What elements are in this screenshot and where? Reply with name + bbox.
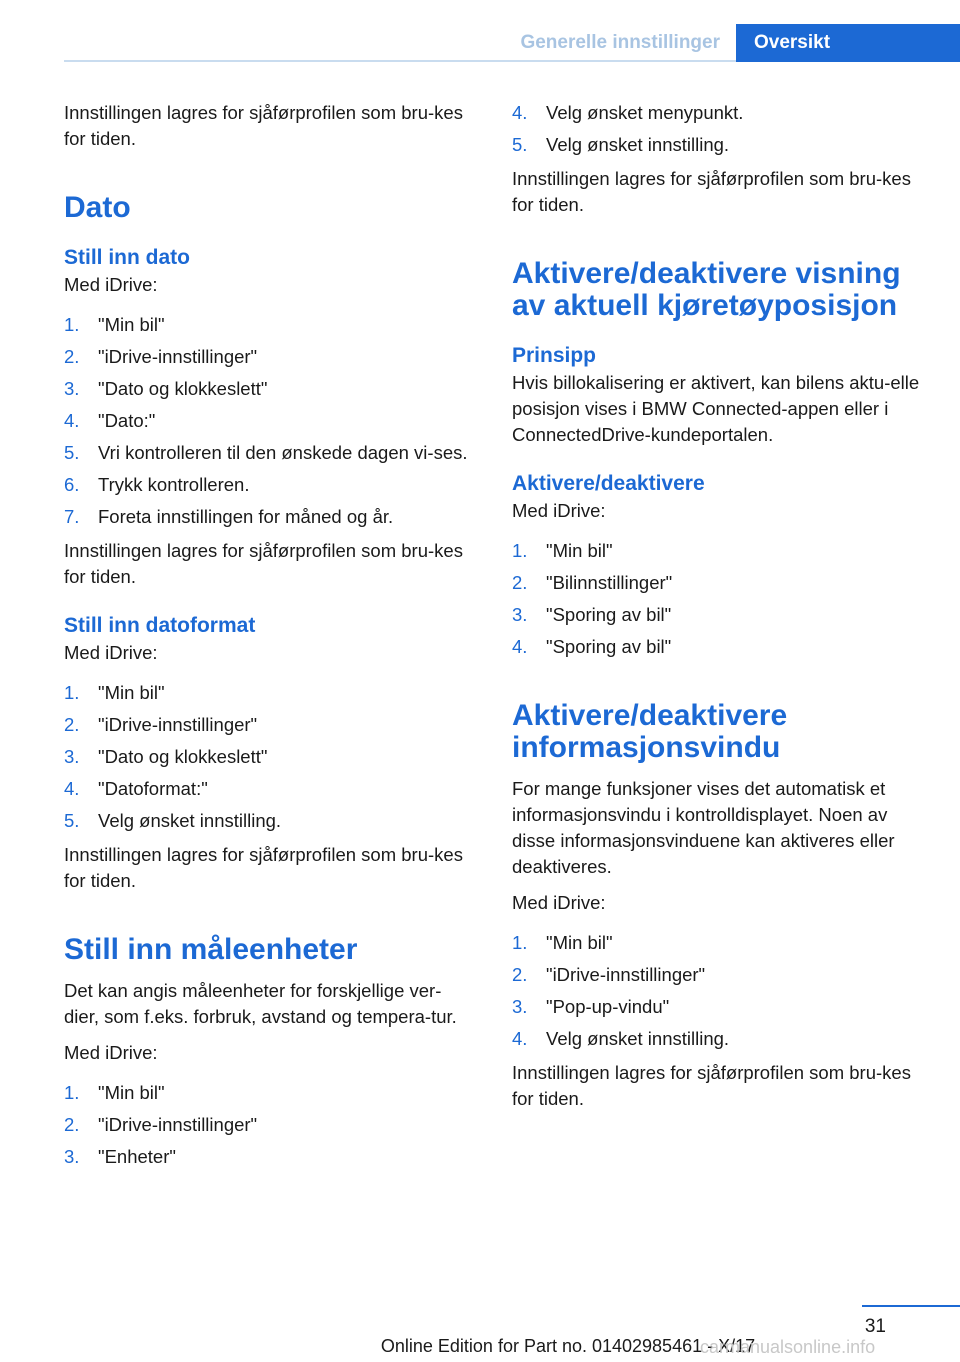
list-item-number: 3. xyxy=(512,996,528,1017)
list-item-number: 2. xyxy=(64,1114,80,1135)
list-item-number: 2. xyxy=(512,572,528,593)
footer-rule xyxy=(862,1305,960,1307)
list-item xyxy=(64,776,468,802)
list-item-text: "Min bil" xyxy=(546,932,613,953)
list-item xyxy=(64,712,468,738)
list-item-number: 2. xyxy=(512,964,528,985)
maleenheter-text: Det kan angis måleenheter for forskjellige ver-dier, som f.eks. forbruk, avstand og tempera-tur. xyxy=(64,980,457,1027)
list-item xyxy=(64,680,468,706)
list-item-text: "Bilinnstillinger" xyxy=(546,572,673,593)
list-item xyxy=(64,808,468,834)
steps-infovindu xyxy=(512,930,930,1052)
list-item-text: Velg ønsket innstilling. xyxy=(98,810,282,831)
list-item-number: 4. xyxy=(512,636,528,657)
list-item xyxy=(64,1112,468,1138)
list-item xyxy=(512,132,930,158)
list-item-number: 4. xyxy=(64,778,80,799)
heading-aktivere-deaktivere: Aktivere/deaktivere xyxy=(512,472,705,495)
list-item-text: "Datoformat:" xyxy=(98,778,208,799)
list-item-text: "Min bil" xyxy=(546,540,613,561)
header-tab: Oversikt xyxy=(736,24,960,62)
note-paragraph: Innstillingen lagres for sjåførprofilen som bru-kes for tiden. xyxy=(64,844,463,891)
list-item-number: 5. xyxy=(512,134,528,155)
list-item xyxy=(512,1026,930,1052)
list-item-number: 3. xyxy=(64,1146,80,1167)
steps-maleenheter xyxy=(64,1080,468,1170)
list-item-text: "Enheter" xyxy=(98,1146,176,1167)
list-item xyxy=(512,962,930,988)
list-item-text: Trykk kontrolleren. xyxy=(98,474,250,495)
list-item xyxy=(64,1144,468,1170)
edition-line: Online Edition for Part no. 01402985461 - X/17 xyxy=(380,1336,756,1356)
steps-still-inn-dato xyxy=(64,312,468,530)
list-item-text: "iDrive-innstillinger" xyxy=(546,964,706,985)
list-item-number: 2. xyxy=(64,346,80,367)
list-item-text: "iDrive-innstillinger" xyxy=(98,1114,258,1135)
list-item xyxy=(512,538,930,564)
prinsipp-text: Hvis billokalisering er aktivert, kan bilens aktu-elle posisjon vises i BMW Connected-appen eller i ConnectedDrive-kundeportalen. xyxy=(512,372,920,445)
left-column xyxy=(64,100,468,1178)
steps-still-inn-datoformat xyxy=(64,680,468,834)
list-item xyxy=(64,472,468,498)
lead-text: Med iDrive: xyxy=(512,500,606,521)
list-item-text: "iDrive-innstillinger" xyxy=(98,346,258,367)
list-item-number: 5. xyxy=(64,442,80,463)
steps-aktivere xyxy=(512,538,930,660)
page-number: 31 xyxy=(864,1316,886,1337)
note-paragraph: Innstillingen lagres for sjåførprofilen som bru-kes for tiden. xyxy=(64,540,463,587)
list-item-text: Velg ønsket menypunkt. xyxy=(546,102,744,123)
heading-prinsipp: Prinsipp xyxy=(512,344,597,367)
note-paragraph: Innstillingen lagres for sjåførprofilen som bru-kes for tiden. xyxy=(512,1062,911,1109)
heading-posisjon: Aktivere/deaktivere visning av aktuell kjøretøyposisjon xyxy=(512,257,901,322)
lead-text: Med iDrive: xyxy=(64,642,158,663)
list-item-number: 2. xyxy=(64,714,80,735)
lead-text: Med iDrive: xyxy=(64,1042,158,1063)
list-item xyxy=(64,504,468,530)
note-paragraph: Innstillingen lagres for sjåførprofilen som bru-kes for tiden. xyxy=(512,168,911,215)
list-item-text: "Min bil" xyxy=(98,682,165,703)
list-item-text: Vri kontrolleren til den ønskede dagen vi-ses. xyxy=(98,442,468,463)
steps-continued xyxy=(512,100,930,158)
list-item-number: 3. xyxy=(64,378,80,399)
list-item xyxy=(64,344,468,370)
list-item-text: "Pop-up-vindu" xyxy=(546,996,670,1017)
list-item-number: 1. xyxy=(64,682,80,703)
list-item-text: Velg ønsket innstilling. xyxy=(546,134,730,155)
list-item-number: 7. xyxy=(64,506,80,527)
list-item-number: 4. xyxy=(512,1028,528,1049)
infovindu-text: For mange funksjoner vises det automatisk et informasjonsvindu i kontrolldisplayet. Noen av disse informasjonsvinduene kan aktiveres eller deaktiveres. xyxy=(512,778,895,877)
list-item-number: 1. xyxy=(512,932,528,953)
list-item-number: 6. xyxy=(64,474,80,495)
list-item-number: 4. xyxy=(512,102,528,123)
list-item xyxy=(64,408,468,434)
right-column xyxy=(512,100,930,1122)
list-item-text: "Sporing av bil" xyxy=(546,604,672,625)
heading-still-inn-dato: Still inn dato xyxy=(64,246,190,269)
list-item xyxy=(512,100,930,126)
heading-dato: Dato xyxy=(64,191,131,224)
heading-maleenheter: Still inn måleenheter xyxy=(64,933,358,966)
list-item-text: "Min bil" xyxy=(98,1082,165,1103)
list-item-text: "Dato og klokkeslett" xyxy=(98,746,268,767)
list-item-number: 3. xyxy=(512,604,528,625)
lead-text: Med iDrive: xyxy=(512,892,606,913)
list-item-text: "Min bil" xyxy=(98,314,165,335)
list-item-text: Foreta innstillingen for måned og år. xyxy=(98,506,394,527)
list-item xyxy=(64,744,468,770)
intro-paragraph: Innstillingen lagres for sjåførprofilen som bru-kes for tiden. xyxy=(64,102,463,149)
list-item-text: "iDrive-innstillinger" xyxy=(98,714,258,735)
list-item-number: 5. xyxy=(64,810,80,831)
watermark: carmanualsonline.info xyxy=(700,1337,876,1357)
list-item-text: "Dato:" xyxy=(98,410,156,431)
list-item-number: 1. xyxy=(64,1082,80,1103)
list-item xyxy=(64,440,468,466)
list-item-text: "Dato og klokkeslett" xyxy=(98,378,268,399)
list-item xyxy=(512,570,930,596)
list-item-text: Velg ønsket innstilling. xyxy=(546,1028,730,1049)
list-item-number: 4. xyxy=(64,410,80,431)
lead-text: Med iDrive: xyxy=(64,274,158,295)
list-item-number: 1. xyxy=(64,314,80,335)
list-item-text: "Sporing av bil" xyxy=(546,636,672,657)
list-item-number: 3. xyxy=(64,746,80,767)
heading-still-inn-datoformat: Still inn datoformat xyxy=(64,614,256,637)
list-item xyxy=(512,994,930,1020)
list-item xyxy=(64,376,468,402)
list-item xyxy=(512,930,930,956)
list-item xyxy=(512,602,930,628)
header-section-title: Generelle innstillinger xyxy=(520,32,720,53)
list-item xyxy=(64,312,468,338)
heading-infovindu: Aktivere/deaktivere informasjonsvindu xyxy=(512,699,788,764)
list-item xyxy=(512,634,930,660)
list-item-number: 1. xyxy=(512,540,528,561)
list-item xyxy=(64,1080,468,1106)
